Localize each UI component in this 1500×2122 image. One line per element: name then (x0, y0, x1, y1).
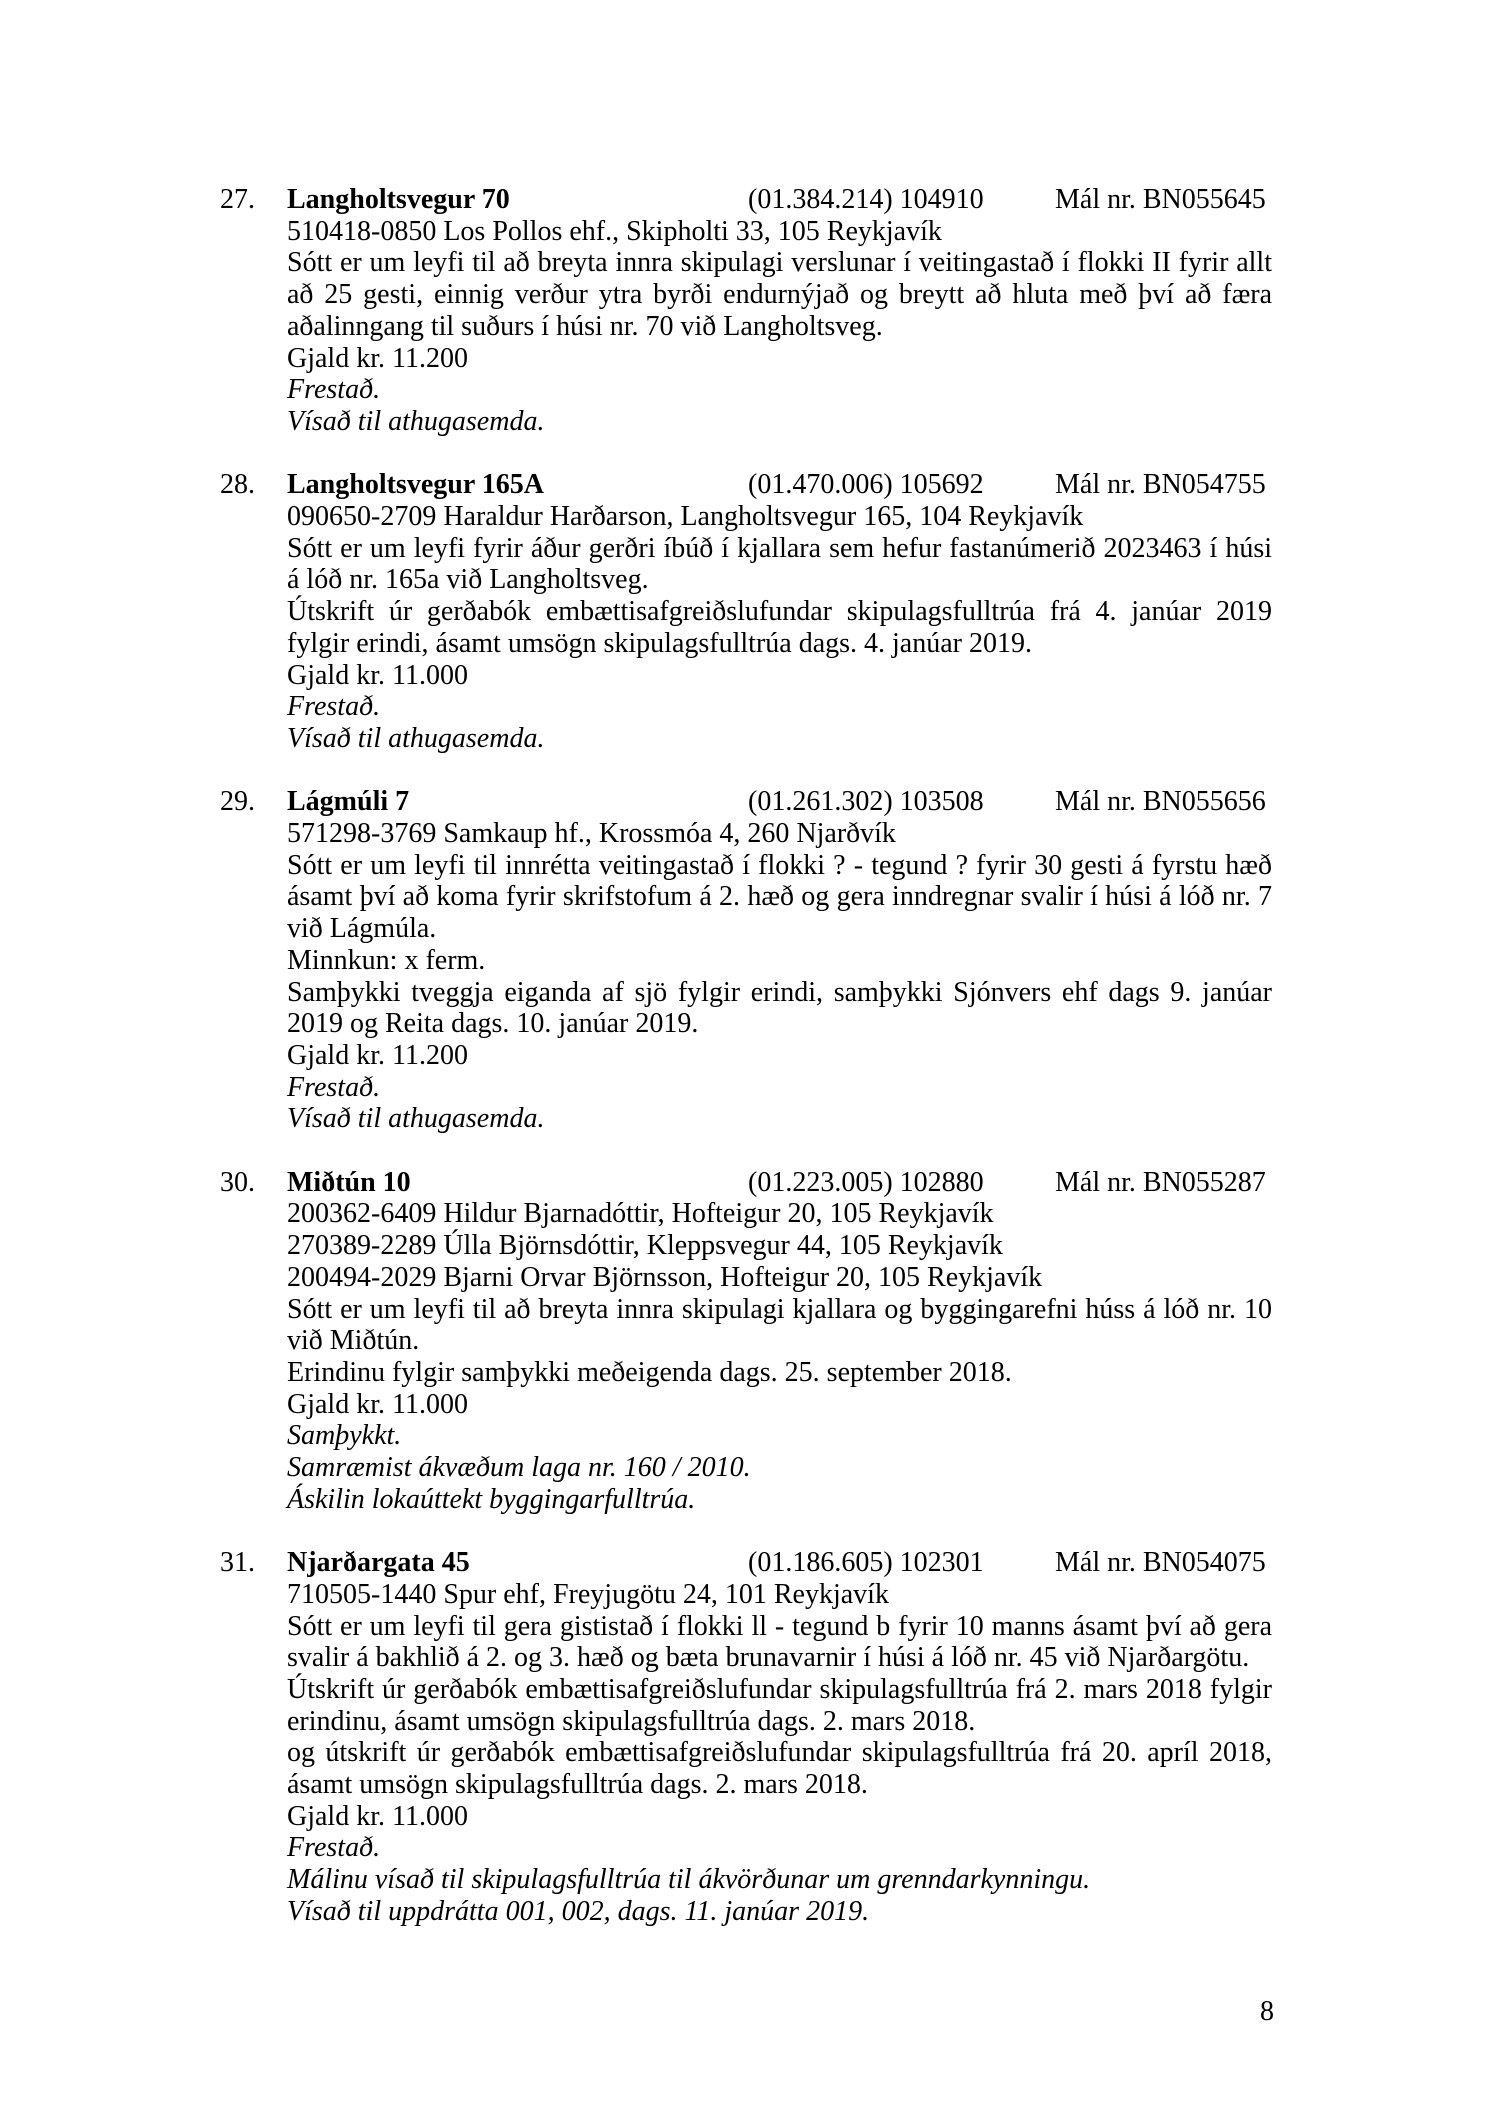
case-number-index: 31. (220, 1547, 255, 1579)
ruling-line: Vísað til uppdrátta 001, 002, dags. 11. janúar 2019. (287, 1895, 870, 1927)
fee-line: Gjald kr. 11.200 (287, 1039, 468, 1071)
ruling-line: Frestað. (287, 691, 381, 723)
fee-line: Gjald kr. 11.000 (287, 1800, 468, 1832)
description-paragraph: Sótt er um leyfi til að breyta innra skipulagi verslunar í veitingastað í flokki II fyrir allt að 25 gesti, einnig verður ytra byrði endurnýjað og breytt að hluta með því að færa aðalinngang til suðurs í húsi nr. 70 við Langholtsveg. (287, 247, 1272, 342)
fee-line: Gjald kr. 11.000 (287, 1388, 468, 1420)
description-paragraph: Erindinu fylgir samþykki meðeigenda dags. 25. september 2018. (287, 1356, 1012, 1388)
owner-line: 200362-6409 Hildur Bjarnadóttir, Hofteigur 20, 105 Reykjavík (287, 1198, 994, 1230)
case-file-number: Mál nr. BN055645 (1055, 184, 1266, 215)
ruling-line: Frestað. (287, 374, 381, 406)
owner-line: 571298-3769 Samkaup hf., Krossmóa 4, 260 Njarðvík (287, 817, 896, 849)
owner-line: 090650-2709 Haraldur Harðarson, Langholtsvegur 165, 104 Reykjavík (287, 500, 1084, 532)
case-address-title: Langholtsvegur 70 (287, 184, 510, 215)
case-address-title: Lágmúli 7 (287, 786, 410, 818)
case-address-title: Miðtún 10 (287, 1166, 411, 1198)
case-header (220, 1167, 1272, 1199)
permit-case-list (220, 184, 1272, 1959)
description-paragraph: Útskrift úr gerðabók embættisafgreiðslufundar skipulagsfulltrúa frá 2. mars 2018 fylgir erindinu, ásamt umsögn skipulagsfulltrúa dags. 2. mars 2018. (287, 1673, 1272, 1737)
description-paragraph: Sótt er um leyfi til innrétta veitingastað í flokki ? - tegund ? fyrir 30 gesti á fyrstu hæð ásamt því að koma fyrir skrifstofum á 2. hæð og gera inndregnar svalir í húsi á lóð nr. 7 við Lágmúla. (287, 849, 1272, 945)
property-reference: (01.186.605) 102301 (748, 1547, 984, 1579)
case-header (220, 469, 1272, 501)
case-address-title: Njarðargata 45 (287, 1547, 470, 1579)
case-address-title: Langholtsvegur 165A (287, 469, 544, 501)
description-paragraph: og útskrift úr gerðabók embættisafgreiðslufundar skipulagsfulltrúa frá 20. apríl 2018, ásamt umsögn skipulagsfulltrúa dags. 2. mars 2018. (287, 1737, 1272, 1801)
case-file-number: Mál nr. BN055656 (1055, 786, 1266, 818)
case-file-number: Mál nr. BN054075 (1055, 1547, 1266, 1579)
case-body (287, 1579, 1272, 1928)
case-number-index: 28. (220, 469, 255, 501)
ruling-line: Vísað til athugasemda. (287, 722, 545, 754)
case-item-30 (220, 1167, 1272, 1516)
ruling-line: Vísað til athugasemda. (287, 405, 545, 437)
case-header (220, 1547, 1272, 1579)
ruling-line: Frestað. (287, 1832, 381, 1864)
description-paragraph: Útskrift úr gerðabók embættisafgreiðslufundar skipulagsfulltrúa frá 4. janúar 2019 fylgir erindi, ásamt umsögn skipulagsfulltrúa dags. 4. janúar 2019. (287, 596, 1272, 659)
case-item-28 (220, 469, 1272, 754)
case-header (220, 786, 1272, 818)
description-paragraph: Sótt er um leyfi fyrir áður gerðri íbúð í kjallara sem hefur fastanúmerið 2023463 í húsi á lóð nr. 165a við Langholtsveg. (287, 532, 1272, 596)
owner-line: 200494-2029 Bjarni Orvar Björnsson, Hofteigur 20, 105 Reykjavík (287, 1261, 1043, 1293)
property-reference: (01.384.214) 104910 (748, 184, 984, 215)
description-paragraph: Sótt er um leyfi til að breyta innra skipulagi kjallara og byggingarefni húss á lóð nr. 10 við Miðtún. (287, 1293, 1272, 1357)
case-file-number: Mál nr. BN054755 (1055, 469, 1266, 501)
case-file-number: Mál nr. BN055287 (1055, 1166, 1266, 1198)
owner-line: 510418-0850 Los Pollos ehf., Skipholti 33, 105 Reykjavík (287, 215, 942, 247)
case-number-index: 29. (220, 786, 255, 818)
ruling-line: Áskilin lokaúttekt byggingarfulltrúa. (287, 1483, 696, 1515)
case-body (287, 216, 1272, 438)
ruling-line: Vísað til athugasemda. (287, 1103, 545, 1135)
case-item-31 (220, 1547, 1272, 1927)
case-number-index: 30. (220, 1166, 255, 1198)
ruling-line: Frestað. (287, 1071, 381, 1103)
ruling-line: Samræmist ákvæðum laga nr. 160 / 2010. (287, 1452, 751, 1484)
property-reference: (01.470.006) 105692 (748, 469, 984, 501)
property-reference: (01.261.302) 103508 (748, 786, 984, 818)
property-reference: (01.223.005) 102880 (748, 1166, 984, 1198)
owner-line: 710505-1440 Spur ehf, Freyjugötu 24, 101 Reykjavík (287, 1578, 889, 1610)
description-paragraph: Minnkun: x ferm. (287, 944, 486, 976)
ruling-line: Samþykkt. (287, 1420, 402, 1452)
case-item-27 (220, 184, 1272, 438)
case-body (287, 501, 1272, 755)
owner-line: 270389-2289 Úlla Björnsdóttir, Kleppsvegur 44, 105 Reykjavík (287, 1230, 1003, 1262)
description-paragraph: Samþykki tveggja eiganda af sjö fylgir erindi, samþykki Sjónvers ehf dags 9. janúar 2019 og Reita dags. 10. janúar 2019. (287, 976, 1272, 1040)
page-number: 8 (1260, 1996, 1274, 2027)
description-paragraph: Sótt er um leyfi til gera gististað í flokki ll - tegund b fyrir 10 manns ásamt því að gera svalir á bakhlið á 2. og 3. hæð og bæta brunavarnir í húsi á lóð nr. 45 við Njarðargötu. (287, 1610, 1272, 1674)
case-body (287, 1198, 1272, 1515)
fee-line: Gjald kr. 11.200 (287, 342, 468, 374)
fee-line: Gjald kr. 11.000 (287, 659, 468, 691)
ruling-line: Málinu vísað til skipulagsfulltrúa til ákvörðunar um grenndarkynningu. (287, 1864, 1091, 1896)
case-body (287, 818, 1272, 1135)
case-item-29 (220, 786, 1272, 1135)
case-number-index: 27. (220, 184, 255, 215)
case-header (220, 184, 1272, 216)
